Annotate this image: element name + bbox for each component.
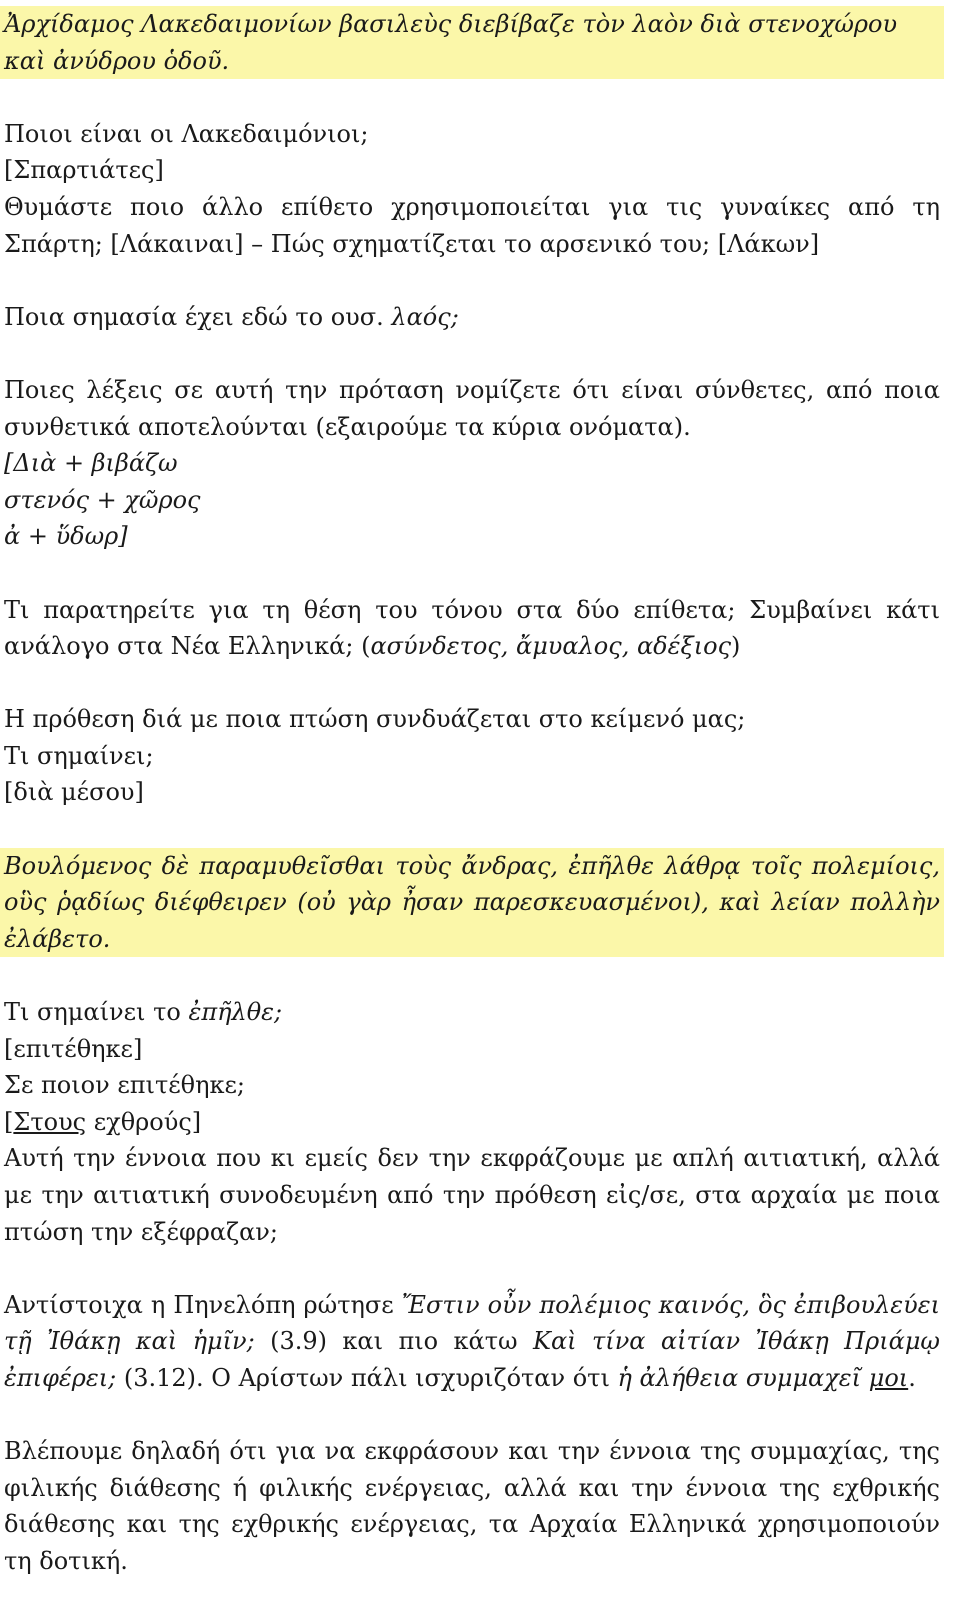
greek-passage-1: Ἀρχίδαμος Λακεδαιμονίων βασιλεὺς διεβίβαζε τὸν λαὸν διὰ στενοχώρου καὶ ἀνύδρου ὁδοῦ. — [4, 10, 898, 75]
paragraph-4: Βλέπουμε δηλαδή ότι για να εκφράσουν και την έννοια της συμμαχίας, της φιλικής διάθεσης ή φιλικής ενέργειας, αλλά και την έννοια της εχθρικής διάθεσης και της εχθρικής ενέργειας, τα Αρχαία Ελληνικά χρησιμοποιούν τη δοτική. — [4, 1437, 940, 1575]
question-5: Τι παρατηρείτε για τη θέση του τόνου στα δύο επίθετα; Συμβαίνει κάτι ανάλογο στα Νέα Ελληνικά; (ασύνδετος, ἄμυαλος, αδέξιος) — [4, 595, 940, 661]
question-2: Θυμάστε ποιο άλλο επίθετο χρησιμοποιείται για τις γυναίκες από τη Σπάρτη; [Λάκαιναι] – Πώς σχηματίζεται το αρσενικό του; [Λάκων] — [4, 192, 940, 258]
answer-1: [Σπαρτιάτες] — [4, 156, 164, 185]
question-3: Ποια σημασία έχει εδώ το ουσ. λαός; — [4, 302, 459, 331]
question-1: Ποιοι είναι οι Λακεδαιμόνιοι; — [4, 119, 369, 148]
highlighted-passage-1 — [0, 6, 944, 79]
question-7-word: ἐπῆλθε; — [188, 998, 283, 1027]
greek-passage-2: Βουλόμενος δὲ παραμυθεῖσθαι τοὺς ἄνδρας, ἐπῆλθε λάθρᾳ τοῖς πολεμίοις, οὓς ῥᾳδίως διέφθειρεν (οὐ γὰρ ἦσαν παρεσκευασμένοι), καὶ λείαν πολλὴν ἐλάβετο. — [4, 851, 940, 953]
question-8: Σε ποιον επιτέθηκε; — [4, 1071, 246, 1100]
compound-3: ἀ + ὕδωρ] — [4, 522, 128, 551]
question-6b: Τι σημαίνει; — [4, 741, 154, 770]
question-5-examples: ασύνδετος, ἄμυαλος, αδέξιος — [370, 632, 732, 661]
question-4: Ποιες λέξεις σε αυτή την πρόταση νομίζετε ότι είναι σύνθετες, από ποια συνθετικά αποτελούνται (εξαιρούμε τα κύρια ονόματα). — [4, 375, 940, 441]
highlighted-passage-2 — [0, 848, 944, 958]
question-3-word: λαός; — [391, 302, 459, 331]
paragraph-3: Αντίστοιχα η Πηνελόπη ρώτησε Ἔστιν οὖν πολέμιος καινός, ὃς ἐπιβουλεύει τῇ Ἰθάκῃ καὶ ἡμῖν; (3.9) και πιο κάτω Καὶ τίνα αἰτίαν Ἰθάκῃ Πριάμῳ ἐπιφέρει; (3.12). Ο Αρίστων πάλι ισχυριζόταν ότι ἡ ἀλήθεια συμμαχεῖ μοι. — [4, 1290, 940, 1392]
answer-7: [επιτέθηκε] — [4, 1034, 143, 1063]
question-9: Αυτή την έννοια που κι εμείς δεν την εκφράζουμε με απλή αιτιατική, αλλά με την αιτιατική συνοδευμένη από την πρόθεση εἰς/σε, στα αρχαία με ποια πτώση την εξέφραζαν; — [4, 1144, 940, 1246]
question-6: Η πρόθεση διά με ποια πτώση συνδυάζεται στο κείμενό μας; — [4, 705, 746, 734]
compound-2: στενός + χῶρος — [4, 485, 201, 514]
answer-8-underlined: Στους — [13, 1107, 87, 1136]
answer-6: [διὰ μέσου] — [4, 778, 144, 807]
answer-8: [Στους εχθρούς] — [4, 1107, 202, 1136]
compound-1: [Διὰ + βιβάζω — [4, 449, 178, 478]
underlined-moi: μοι — [868, 1363, 909, 1392]
question-7: Τι σημαίνει το ἐπῆλθε; — [4, 998, 283, 1027]
